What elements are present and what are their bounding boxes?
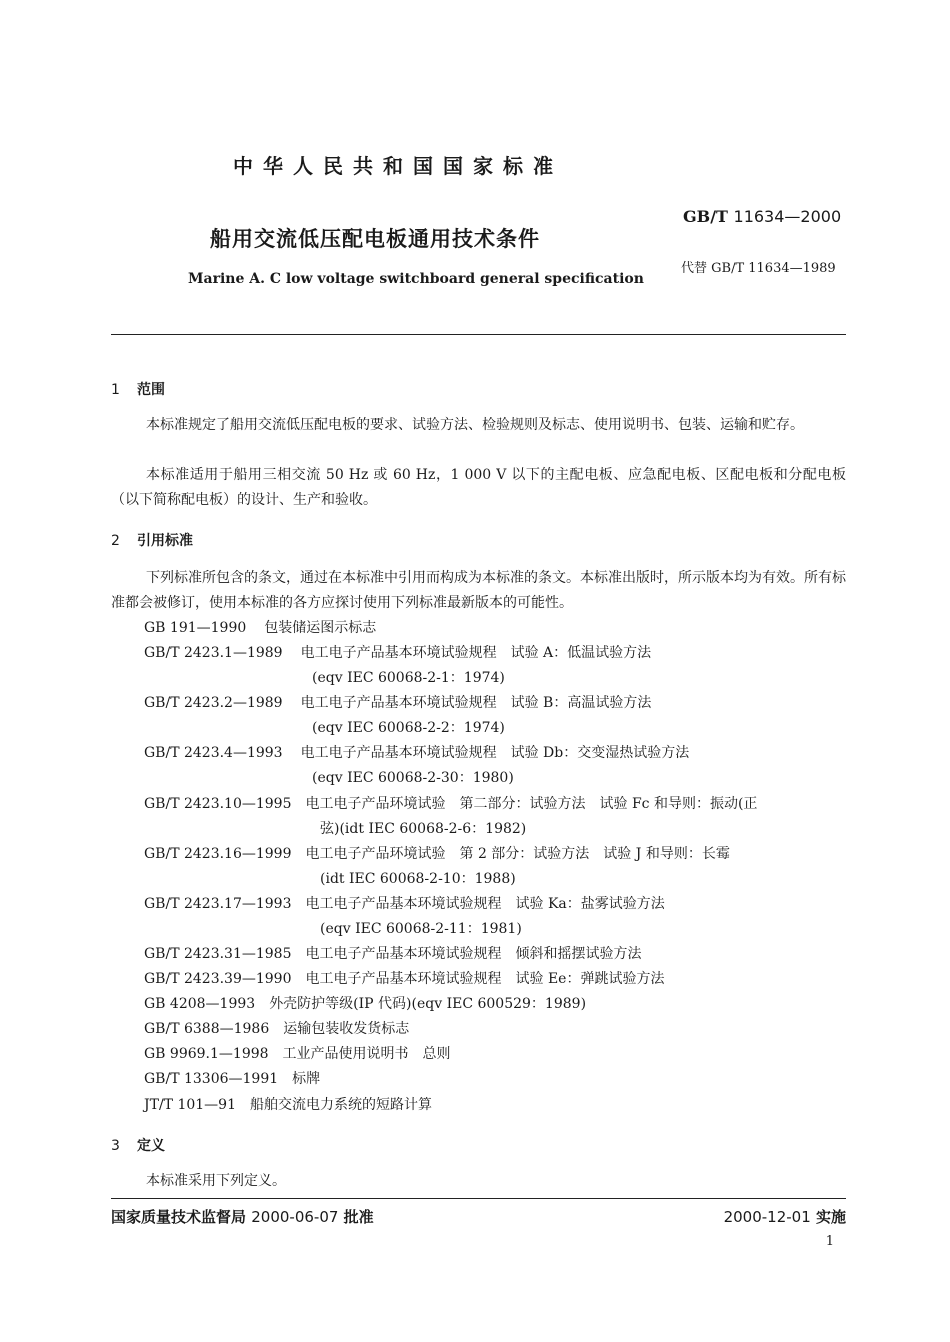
reference-code: GB/T 2423.2—1989 xyxy=(144,695,283,711)
reference-code: JT/T 101—91 xyxy=(144,1097,236,1113)
reference-title: 运输包装收发货标志 xyxy=(283,1021,410,1037)
reference-code: GB/T 13306—1991 xyxy=(144,1071,279,1087)
reference-item xyxy=(144,641,651,666)
standard-number-value: 11634—2000 xyxy=(733,207,842,226)
reference-code: GB/T 2423.16—1999 xyxy=(144,846,292,862)
section-1-heading xyxy=(111,379,165,399)
issue-label: 批准 xyxy=(343,1208,374,1226)
implementation-label: 实施 xyxy=(815,1208,846,1226)
reference-code: GB/T 6388—1986 xyxy=(144,1021,270,1037)
section-title: 范围 xyxy=(137,382,165,398)
reference-continuation: (eqv IEC 60068-2-11：1981) xyxy=(320,921,522,937)
reference-title: 电工电子产品环境试验 第 2 部分：试验方法 试验 J 和导则：长霉 xyxy=(305,846,730,862)
issuer: 国家质量技术监督局 xyxy=(111,1208,247,1226)
approval-line xyxy=(111,1206,374,1227)
reference-code: GB/T 2423.1—1989 xyxy=(144,645,283,661)
section-title: 定义 xyxy=(137,1138,165,1154)
reference-item xyxy=(144,892,665,917)
reference-item xyxy=(144,616,376,641)
reference-title: 电工电子产品基本环境试验规程 试验 B：高温试验方法 xyxy=(300,695,652,711)
reference-item xyxy=(144,842,730,867)
replaces-standard: 代替 GB/T 11634—1989 xyxy=(681,261,836,276)
reference-item xyxy=(144,1042,451,1067)
implementation-line xyxy=(724,1206,846,1227)
reference-title: 电工电子产品基本环境试验规程 试验 Db：交变湿热试验方法 xyxy=(300,745,690,761)
section-2-paragraph-1: 下列标准所包含的条文，通过在本标准中引用而构成为本标准的条文。本标准出版时，所示版本均为有效。所有标准都会被修订，使用本标准的各方应探讨使用下列标准最新版本的可能性。 xyxy=(111,570,846,611)
reference-continuation: (eqv IEC 60068-2-30：1980) xyxy=(312,770,514,786)
reference-item xyxy=(144,792,757,817)
reference-code: GB 191—1990 xyxy=(144,620,247,636)
reference-item xyxy=(144,691,651,716)
national-standard-heading: 中华人民共和国国家标准 xyxy=(233,154,563,178)
reference-code: GB/T 2423.10—1995 xyxy=(144,796,292,812)
reference-code: GB/T 2423.31—1985 xyxy=(144,946,292,962)
section-number: 3 xyxy=(111,1138,120,1154)
footer-divider xyxy=(111,1198,846,1199)
reference-continuation: (eqv IEC 60068-2-2：1974) xyxy=(312,720,505,736)
reference-title: 包装储运图示标志 xyxy=(264,620,377,636)
reference-title: 船舶交流电力系统的短路计算 xyxy=(250,1097,432,1113)
reference-title: 标牌 xyxy=(292,1071,321,1087)
section-3-heading xyxy=(111,1135,165,1155)
issue-date: 2000-06-07 xyxy=(251,1208,339,1226)
section-number: 2 xyxy=(111,533,120,549)
reference-item xyxy=(144,1093,432,1118)
page-number: 1 xyxy=(825,1234,834,1249)
reference-continuation: 弦)(idt IEC 60068-2-6：1982) xyxy=(320,821,527,837)
standard-number xyxy=(683,207,841,226)
reference-continuation: (idt IEC 60068-2-10：1988) xyxy=(320,871,516,887)
reference-code: GB/T 2423.17—1993 xyxy=(144,896,292,912)
standard-number-prefix: GB/T xyxy=(683,207,728,226)
reference-item xyxy=(144,741,689,766)
section-number: 1 xyxy=(111,382,120,398)
reference-title: 电工电子产品基本环境试验规程 倾斜和摇摆试验方法 xyxy=(305,946,642,962)
reference-item xyxy=(144,992,586,1017)
section-1-paragraph-1: 本标准规定了船用交流低压配电板的要求、试验方法、检验规则及标志、使用说明书、包装、运输和贮存。 xyxy=(146,417,804,433)
document-title-cn: 船用交流低压配电板通用技术条件 xyxy=(210,227,540,251)
reference-title: 电工电子产品基本环境试验规程 试验 Ka：盐雾试验方法 xyxy=(305,896,665,912)
reference-item xyxy=(144,1017,409,1042)
reference-continuation: (eqv IEC 60068-2-1：1974) xyxy=(312,670,505,686)
reference-item xyxy=(144,967,664,992)
section-3-paragraph-1: 本标准采用下列定义。 xyxy=(146,1173,286,1189)
reference-title: 电工电子产品环境试验 第二部分：试验方法 试验 Fc 和导则：振动(正 xyxy=(305,796,758,812)
section-1-paragraph-2: 本标准适用于船用三相交流 50 Hz 或 60 Hz，1 000 V 以下的主配电板、应急配电板、区配电板和分配电板（以下简称配电板）的设计、生产和验收。 xyxy=(111,467,846,508)
implementation-date: 2000-12-01 xyxy=(723,1208,811,1226)
reference-title: 外壳防护等级(IP 代码)(eqv IEC 600529：1989) xyxy=(269,996,587,1012)
reference-item xyxy=(144,942,642,967)
document-title-en: Marine A. C low voltage switchboard general specification xyxy=(188,271,644,287)
reference-item xyxy=(144,1067,320,1092)
reference-title: 电工电子产品基本环境试验规程 试验 Ee：弹跳试验方法 xyxy=(305,971,665,987)
section-2-heading xyxy=(111,530,193,550)
section-title: 引用标准 xyxy=(137,533,193,549)
header-divider xyxy=(111,334,846,335)
reference-code: GB 4208—1993 xyxy=(144,996,256,1012)
reference-code: GB 9969.1—1998 xyxy=(144,1046,269,1062)
reference-title: 工业产品使用说明书 总则 xyxy=(282,1046,451,1062)
reference-title: 电工电子产品基本环境试验规程 试验 A：低温试验方法 xyxy=(300,645,652,661)
reference-code: GB/T 2423.39—1990 xyxy=(144,971,292,987)
reference-code: GB/T 2423.4—1993 xyxy=(144,745,283,761)
